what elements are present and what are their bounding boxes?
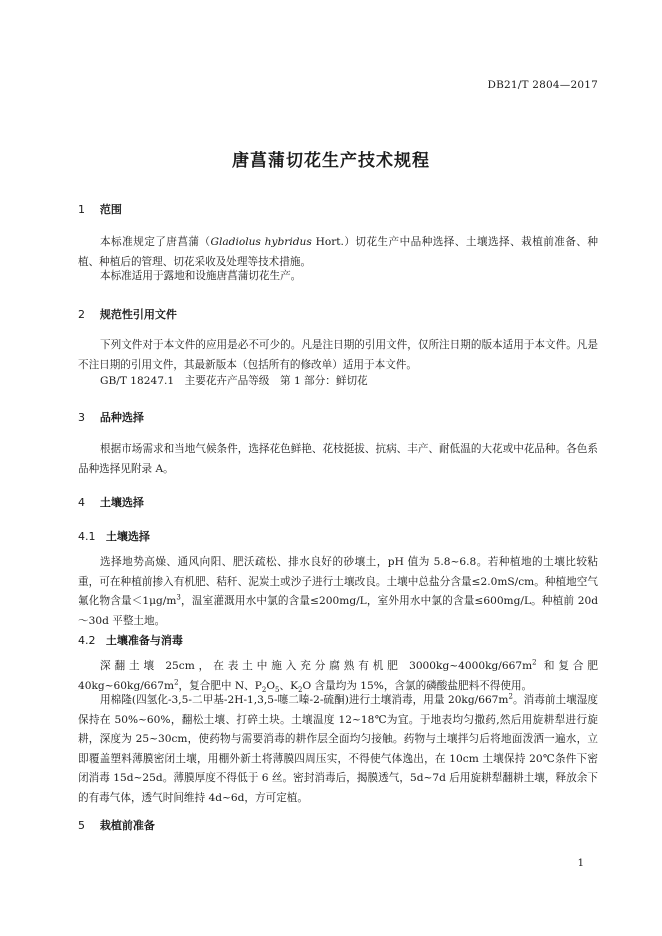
- text: O: [266, 679, 276, 692]
- subsection-number: 4.2: [78, 634, 96, 647]
- text: ，温室灌溉用水中氯的含量≤200mg/L，室外用水中氯的含量≤600mg/L。种植前 20d～30d 平整土地。: [78, 595, 598, 627]
- superscript: 2: [174, 677, 179, 686]
- section-title: 品种选择: [99, 411, 144, 424]
- section-title: 规范性引用文件: [99, 308, 177, 321]
- subsection-heading-4-2: [78, 632, 183, 648]
- section-heading-5: [78, 817, 155, 833]
- text: ，复合肥中 N、P: [178, 679, 262, 692]
- subscript: 5: [275, 685, 280, 694]
- paragraph-references-2: GB/T 18247.1 主要花卉产品等级 第 1 部分：鲜切花: [100, 375, 368, 387]
- text: 本标准规定了唐菖蒲（: [100, 236, 211, 248]
- paragraph-references-1: 下列文件对于本文件的应用是必不可少的。凡是注日期的引用文件，仅所注日期的版本适用于本文件。凡是不注日期的引用文件，其最新版本（包括所有的修改单）适用于本文件。: [78, 339, 598, 371]
- section-number: 3: [78, 411, 85, 424]
- page-number: 1: [577, 858, 584, 869]
- document-title: 唐菖蒲切花生产技术规程: [232, 151, 430, 171]
- paragraph-soil-selection: [78, 553, 598, 631]
- text: 和复合肥 40kg~60kg/667m: [78, 660, 598, 692]
- section-number: 1: [78, 203, 85, 216]
- paragraph-variety: 根据市场需求和当地气候条件，选择花色鲜艳、花枝挺拔、抗病、丰产、耐低温的大花或中花品种。各色系品种选择见附录 A。: [78, 443, 598, 475]
- section-heading-3: [78, 409, 144, 425]
- superscript: 2: [532, 658, 537, 667]
- section-title: 栽植前准备: [99, 819, 155, 832]
- text: O 含量均为 15%，含氯的磷酸盐肥料不得使用。: [302, 679, 533, 692]
- text: 用棉隆(四氢化-3,5-二甲基-2H-1,3,5-噻二嗪-2-硫酮)进行土壤消毒，用量 20kg/667m: [100, 694, 509, 706]
- section-heading-2: [78, 306, 177, 322]
- subsection-title: 土壤准备与消毒: [105, 634, 183, 647]
- text: 、K: [279, 679, 299, 692]
- section-heading-1: [78, 201, 122, 217]
- latin-name: Gladiolus hybridus: [210, 236, 312, 248]
- paragraph-scope-2: 本标准适用于露地和设施唐菖蒲切花生产。: [100, 270, 302, 282]
- subsection-number: 4.1: [78, 530, 96, 543]
- section-number: 5: [78, 819, 85, 832]
- text: 深翻土壤 25cm，在表土中施入充分腐熟有机肥 3000kg~4000kg/667m: [100, 660, 533, 672]
- section-title: 土壤选择: [99, 496, 144, 509]
- subscript: 2: [261, 685, 267, 694]
- text: Hort.）切花生产中品种选择、土壤选择、栽植前准备、种植、种植后的管理、切花采收及处理等技术措施。: [78, 236, 599, 268]
- paragraph-soil-prep-2: [78, 691, 598, 808]
- subscript: 2: [298, 685, 303, 694]
- subsection-heading-4-1: [78, 528, 150, 544]
- section-heading-4: [78, 494, 144, 510]
- text: 选择地势高燥、通风向阳、肥沃疏松、排水良好的砂壤土，pH 值为 5.8~6.8。若种植地的土壤比较粘重，可在种植前掺入有机肥、秸秆、泥炭土或沙子进行土壤改良。土壤中总盐分含量≤2.0mS/cm。种植地空气氟化物含量＜1μg/m: [78, 556, 598, 607]
- text: 。消毒前土壤湿度保持在 50%~60%，翻松土壤、打碎土块。土壤温度 12~18℃为宜。于地表均匀撒药,然后用旋耕犁进行旋耕，深度为 25~30cm，使药物与需要消毒的耕作层全面均匀接触。药物与土壤拌匀后将地面泼洒一遍水，立即覆盖塑料薄膜密闭土壤，用棚外新土将薄膜四周压实，不得使气体逸出，在 10cm 土壤保持 20℃条件下密闭消毒 15d~25d。薄膜厚度不得低于 6 丝。密封消毒后，揭膜透气，5d~7d 后用旋耕犁翻耕土壤，释放余下的有毒气体，透气时间维持 4d~6d，方可定植。: [78, 694, 599, 804]
- superscript: 2: [508, 692, 513, 701]
- section-title: 范围: [99, 203, 122, 216]
- section-number: 2: [78, 308, 85, 321]
- section-number: 4: [78, 496, 85, 509]
- superscript: 3: [176, 593, 181, 602]
- subsection-title: 土壤选择: [105, 530, 150, 543]
- standard-code: DB21/T 2804—2017: [487, 79, 598, 91]
